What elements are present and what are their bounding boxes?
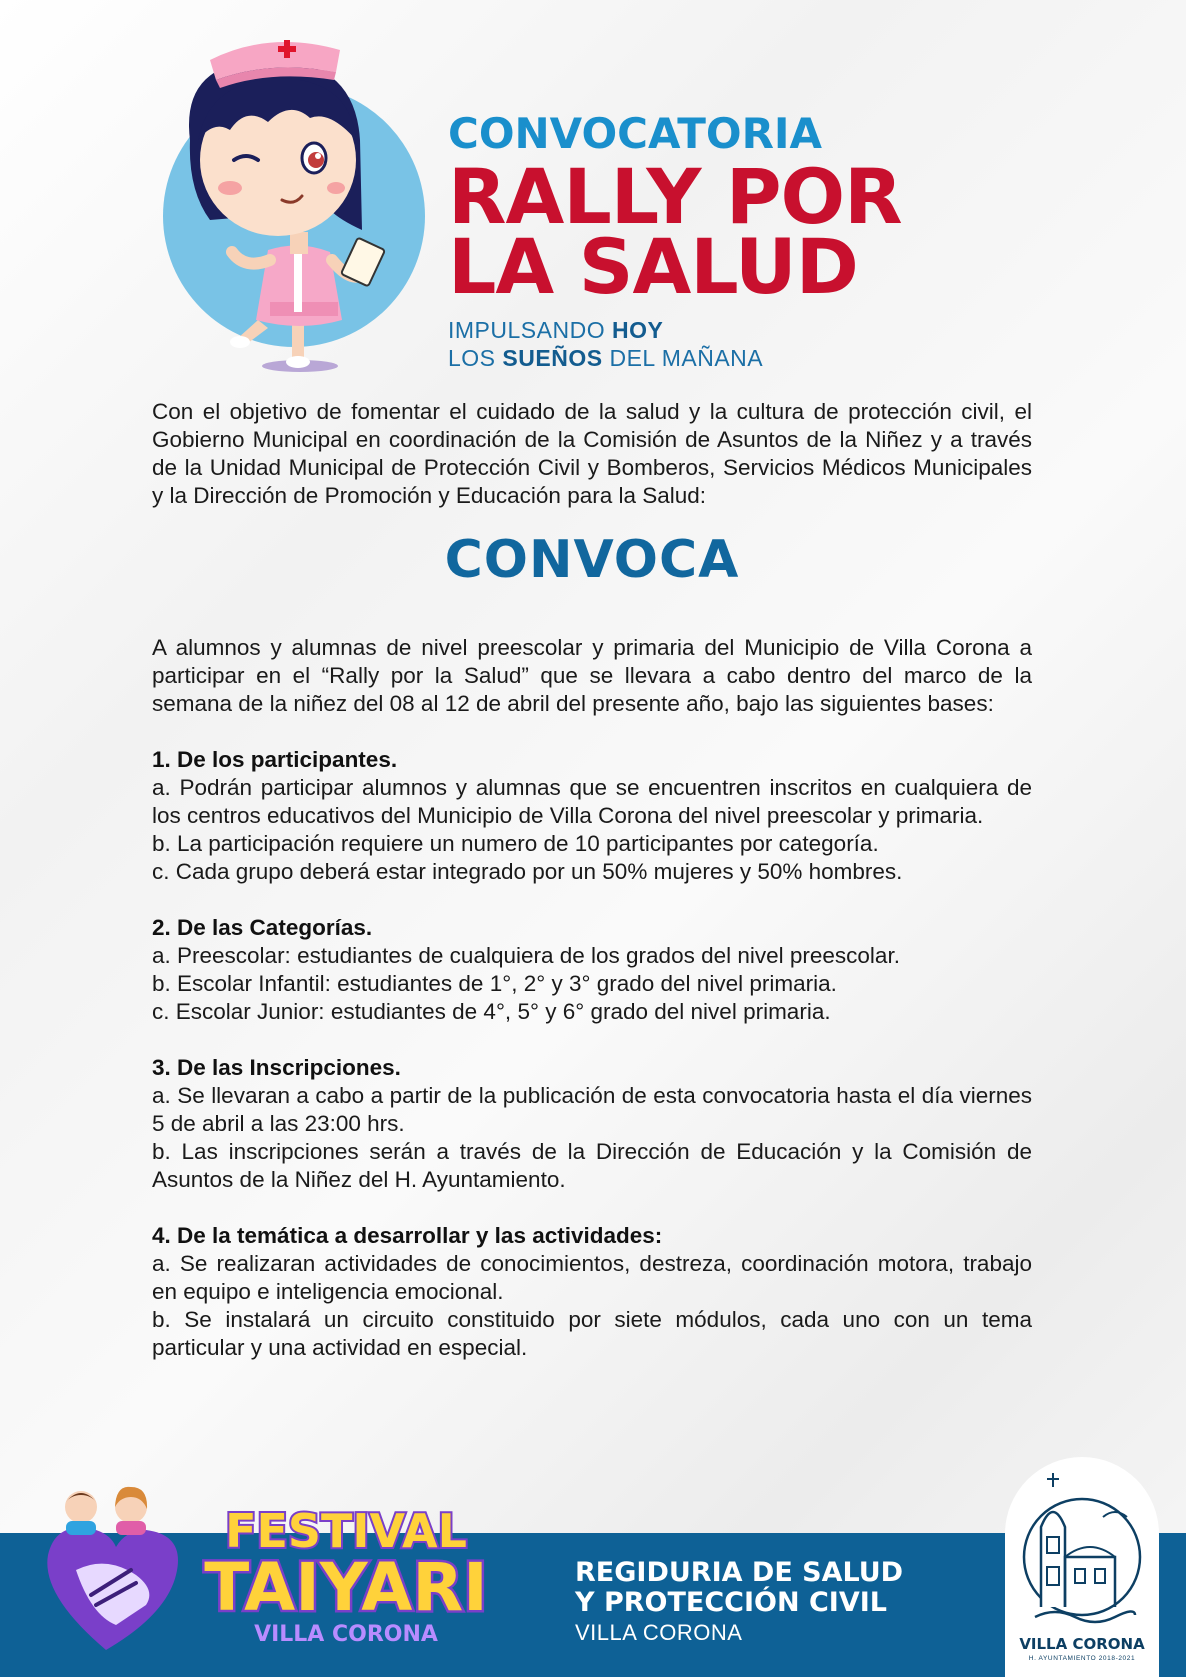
- section-item: b. Escolar Infantil: estudiantes de 1°, 2° y 3° grado del nivel primaria.: [152, 971, 837, 996]
- section-item: a. Preescolar: estudiantes de cualquiera de los grados del nivel preescolar.: [152, 943, 900, 968]
- section-participantes: [152, 746, 1032, 886]
- slogan-1a: IMPULSANDO: [448, 317, 612, 343]
- section-item: a. Se llevaran a cabo a partir de la publicación de esta convocatoria hasta el día viernes 5 de abril a las 23:00 hrs.: [152, 1083, 1032, 1136]
- festival-line2: TAIYARI: [204, 1549, 488, 1626]
- title-convocatoria: CONVOCATORIA: [448, 109, 823, 158]
- section-heading: 2. De las Categorías.: [152, 915, 373, 940]
- section-item: c. Cada grupo deberá estar integrado por un 50% mujeres y 50% hombres.: [152, 859, 903, 884]
- title-block: [448, 110, 968, 372]
- slogan-2c: DEL MAÑANA: [602, 345, 764, 371]
- section-categorias: [152, 914, 1032, 1026]
- villa-corona-seal: [1005, 1457, 1159, 1677]
- seal-name: VILLA CORONA: [1019, 1635, 1145, 1653]
- regiduria-line3: VILLA CORONA: [575, 1620, 743, 1645]
- festival-taiyari-logo: [36, 1475, 536, 1660]
- section-heading: 1. De los participantes.: [152, 747, 398, 772]
- section-item: a. Se realizaran actividades de conocimientos, destreza, coordinación motora, trabajo en equipo e inteligencia emocional.: [152, 1251, 1032, 1304]
- title-rally-line1: RALLY POR: [448, 152, 902, 241]
- convoca-heading: CONVOCA: [444, 530, 740, 590]
- festival-line3: VILLA CORONA: [254, 1622, 438, 1647]
- seal-subtitle: H. AYUNTAMIENTO 2018-2021: [1028, 1655, 1136, 1662]
- intro-paragraph: Con el objetivo de fomentar el cuidado de la salud y la cultura de protección civil, el Gobierno Municipal en coordinación de la Comisión de Asuntos de la Niñez y a través de la Unidad Municipal de Protección Civil y Bomberos, Servicios Médicos Municipales y la Dirección de Promoción y Educación para la Salud:: [152, 399, 1032, 508]
- title-rally-line2: LA SALUD: [448, 222, 858, 311]
- section-tematica: [152, 1222, 1032, 1362]
- section-inscripciones: [152, 1054, 1032, 1194]
- section-item: b. La participación requiere un numero de 10 participantes por categoría.: [152, 831, 879, 856]
- title-rally: [448, 152, 968, 311]
- slogan-line1: [448, 316, 968, 344]
- invitation-paragraph: A alumnos y alumnas de nivel preescolar y primaria del Municipio de Villa Corona a participar en el “Rally por la Salud” que se llevara a cabo dentro del marco de la semana de la niñez del 08 al 12 de abril del presente año, bajo las siguientes bases:: [152, 635, 1032, 716]
- slogan: [448, 316, 968, 372]
- section-heading: 3. De las Inscripciones.: [152, 1055, 401, 1080]
- header: [0, 0, 1186, 390]
- church-emblem-icon: [1005, 1457, 1159, 1632]
- section-heading: 4. De la temática a desarrollar y las actividades:: [152, 1223, 663, 1248]
- section-item: b. Las inscripciones serán a través de la Dirección de Educación y la Comisión de Asuntos de la Niñez del H. Ayuntamiento.: [152, 1139, 1032, 1192]
- regiduria-line2: Y PROTECCIÓN CIVIL: [575, 1587, 887, 1618]
- regiduria-line1: REGIDURIA DE SALUD: [575, 1557, 904, 1588]
- slogan-2b: SUEÑOS: [502, 345, 603, 371]
- festival-line1: FESTIVAL: [225, 1504, 467, 1558]
- main-content: [152, 398, 1032, 1362]
- section-item: a. Podrán participar alumnos y alumnas que se encuentren inscritos en cualquiera de los centros educativos del Municipio de Villa Corona del nivel preescolar y primaria.: [152, 775, 1032, 828]
- regiduria-block: [575, 1558, 903, 1648]
- nurse-mascot-illustration: [150, 20, 440, 380]
- slogan-1b: HOY: [611, 317, 664, 343]
- slogan-2a: LOS: [448, 345, 503, 371]
- slogan-line2: [448, 344, 968, 372]
- section-item: c. Escolar Junior: estudiantes de 4°, 5° y 6° grado del nivel primaria.: [152, 999, 831, 1024]
- section-item: b. Se instalará un circuito constituido por siete módulos, cada uno con un tema particular y una actividad en especial.: [152, 1307, 1032, 1360]
